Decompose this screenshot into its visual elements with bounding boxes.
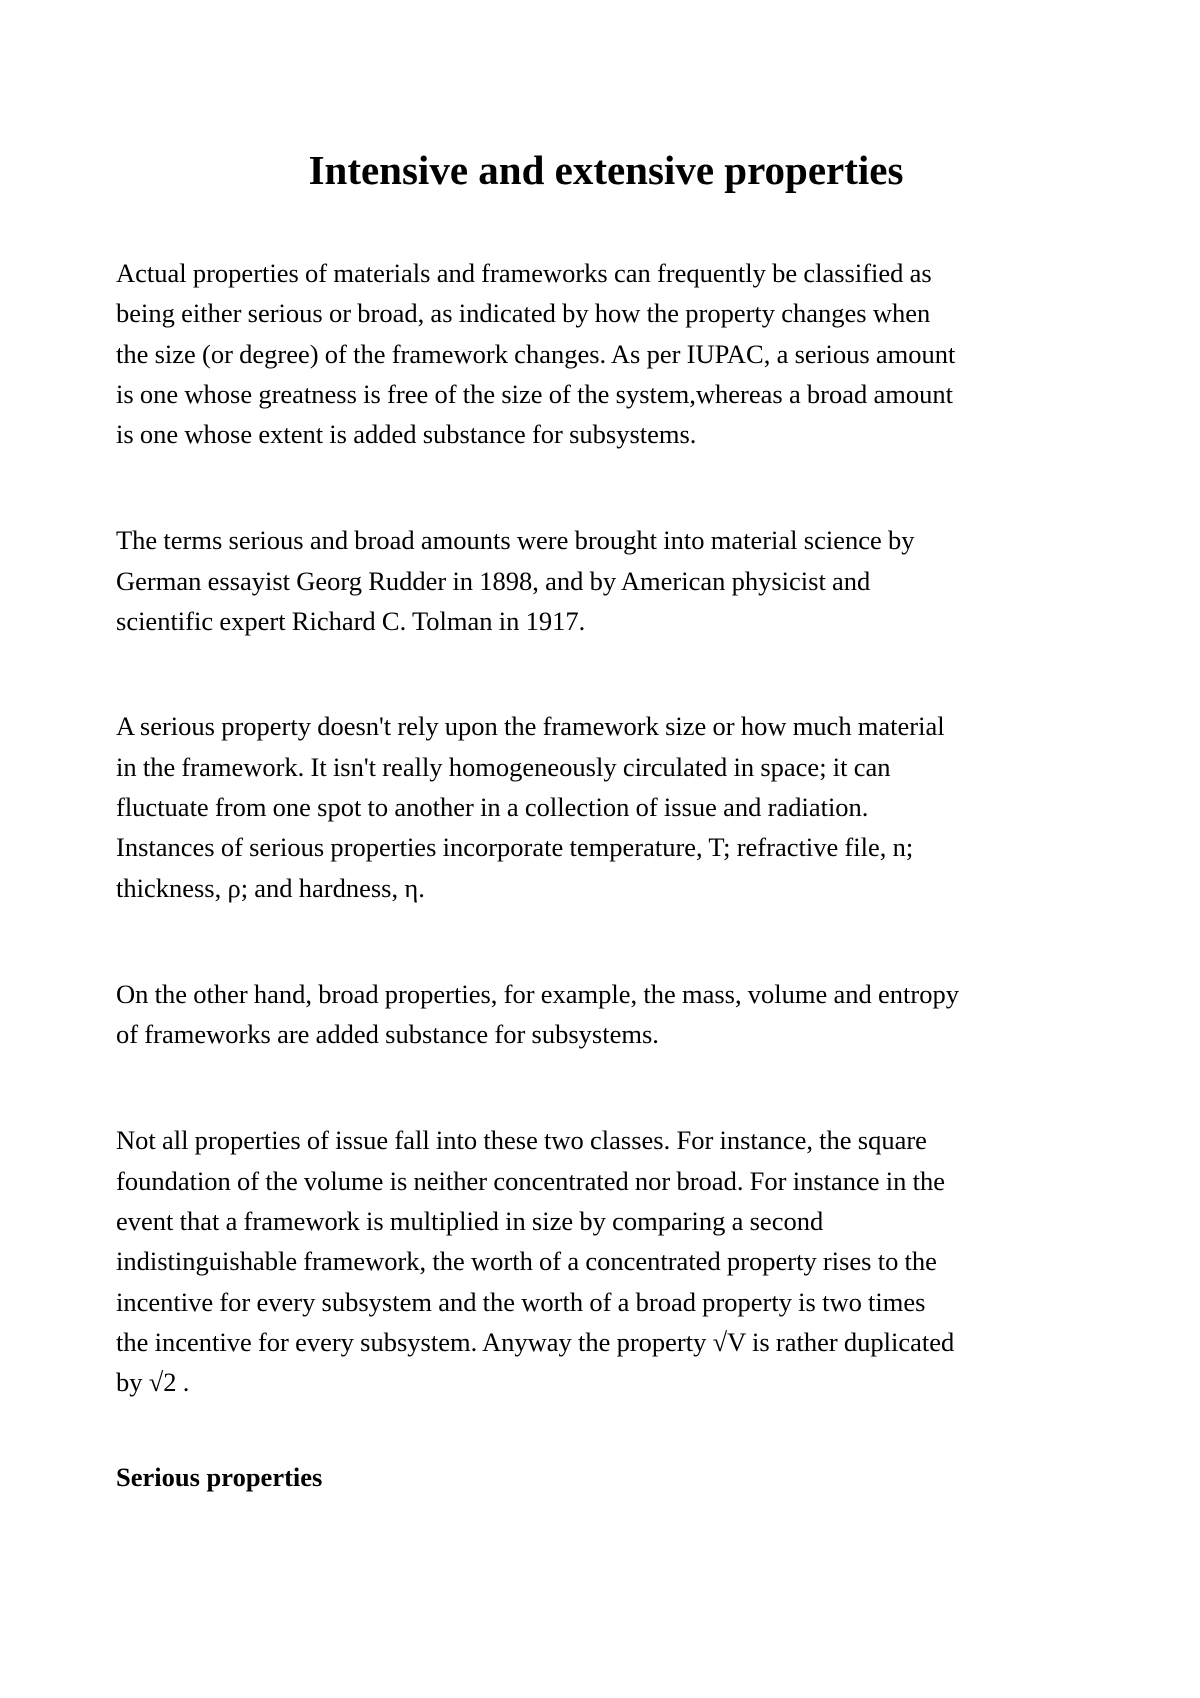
paragraph-line: the incentive for every subsystem. Anyway the property √V is rather duplicated bbox=[116, 1326, 955, 1357]
paragraph-other-classes bbox=[116, 1120, 1096, 1402]
paragraph-line: in the framework. It isn't really homogeneously circulated in space; it can bbox=[116, 751, 891, 782]
paragraph-line: Instances of serious properties incorporate temperature, T; refractive file, n; bbox=[116, 832, 914, 863]
paragraph-line: the size (or degree) of the framework changes. As per IUPAC, a serious amount bbox=[116, 338, 956, 369]
paragraph-line: scientific expert Richard C. Tolman in 1917. bbox=[116, 606, 586, 637]
paragraph-line: fluctuate from one spot to another in a collection of issue and radiation. bbox=[116, 791, 869, 822]
paragraph-line: foundation of the volume is neither concentrated nor broad. For instance in the bbox=[116, 1165, 945, 1196]
paragraph-line: event that a framework is multiplied in size by comparing a second bbox=[116, 1206, 824, 1237]
paragraph-line: by √2 . bbox=[116, 1367, 190, 1398]
document-content bbox=[116, 140, 1096, 1497]
paragraph-line: The terms serious and broad amounts were brought into material science by bbox=[116, 525, 915, 556]
section-heading-serious-properties: Serious properties bbox=[116, 1461, 323, 1492]
paragraph-line: incentive for every subsystem and the worth of a broad property is two times bbox=[116, 1286, 926, 1317]
paragraph-line: Not all properties of issue fall into these two classes. For instance, the square bbox=[116, 1125, 927, 1156]
paragraph-line: thickness, ρ; and hardness, η. bbox=[116, 872, 425, 903]
paragraph-line: is one whose greatness is free of the size of the system,whereas a broad amount bbox=[116, 378, 953, 409]
paragraph-line: A serious property doesn't rely upon the framework size or how much material bbox=[116, 711, 945, 742]
paragraph-intro bbox=[116, 253, 1096, 454]
paragraph-line: of frameworks are added substance for subsystems. bbox=[116, 1019, 659, 1050]
paragraph-line: Actual properties of materials and frameworks can frequently be classified as bbox=[116, 258, 932, 288]
paragraph-line: On the other hand, broad properties, for example, the mass, volume and entropy bbox=[116, 978, 959, 1009]
paragraph-serious-property bbox=[116, 706, 1096, 907]
paragraph-broad-properties bbox=[116, 974, 1096, 1055]
paragraph-line: is one whose extent is added substance for subsystems. bbox=[116, 419, 697, 450]
paragraph-line: being either serious or broad, as indicated by how the property changes when bbox=[116, 298, 931, 329]
page-title: Intensive and extensive properties bbox=[308, 147, 904, 193]
paragraph-history bbox=[116, 520, 1096, 641]
paragraph-line: indistinguishable framework, the worth of a concentrated property rises to the bbox=[116, 1246, 937, 1277]
paragraph-line: German essayist Georg Rudder in 1898, and by American physicist and bbox=[116, 565, 871, 596]
